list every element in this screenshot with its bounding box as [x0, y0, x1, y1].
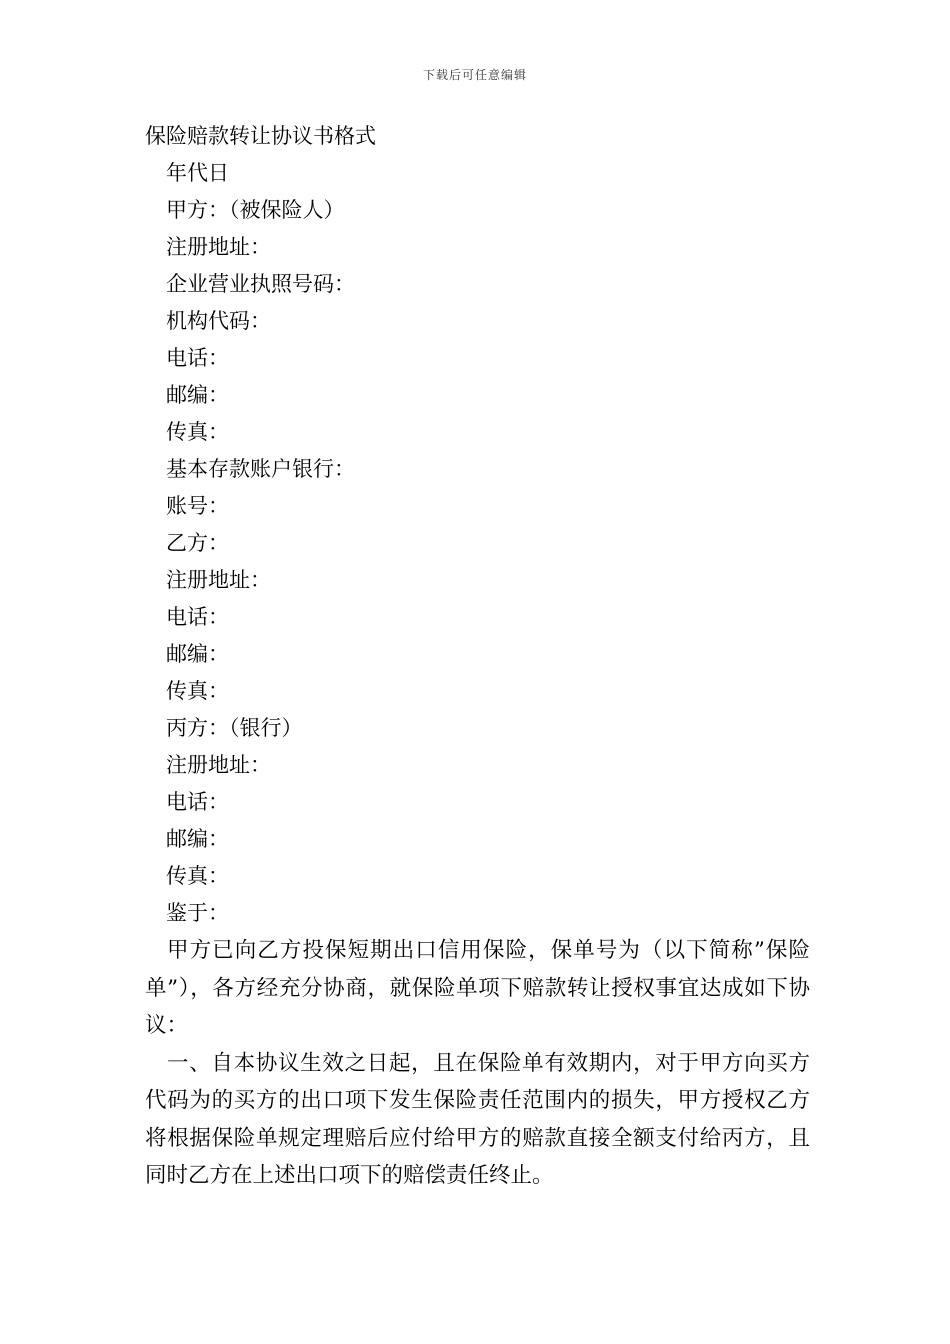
- party-c-fax-field: 传真：: [166, 864, 229, 888]
- document-title: 保险赔款转让协议书格式: [145, 124, 376, 148]
- party-a-org-code-field: 机构代码：: [166, 309, 271, 333]
- party-a-fax-field: 传真：: [166, 420, 229, 444]
- party-c-postcode-field: 邮编：: [166, 827, 229, 851]
- party-b-address-field: 注册地址：: [166, 568, 271, 592]
- clause-one-paragraph: 一、自本协议生效之日起，且在保险单有效期内，对于甲方向买方代码为的买方的出口项下发生保险责任范围内的损失，甲方授权乙方将根据保险单规定理赔后应付给甲方的赔款直接全额支付给丙方，且同时乙方在上述出口项下的赔偿责任终止。: [145, 1050, 810, 1188]
- party-c-address-field: 注册地址：: [166, 753, 271, 777]
- party-a-heading: 甲方：（被保险人）: [166, 198, 345, 222]
- party-c-phone-field: 电话：: [166, 790, 229, 814]
- party-a-postcode-field: 邮编：: [166, 383, 229, 407]
- header-note: 下载后可任意编辑: [422, 68, 527, 82]
- party-a-bank-field: 基本存款账户银行：: [166, 457, 355, 481]
- party-b-phone-field: 电话：: [166, 605, 229, 629]
- party-b-postcode-field: 邮编：: [166, 642, 229, 666]
- party-b-fax-field: 传真：: [166, 679, 229, 703]
- date-line: 年代日: [166, 161, 229, 185]
- party-a-account-field: 账号：: [166, 494, 229, 518]
- document-body: [145, 118, 810, 1195]
- party-c-heading: 丙方：（银行）: [166, 716, 303, 740]
- party-b-heading: 乙方：: [166, 531, 229, 555]
- whereas-heading: 鉴于：: [166, 901, 229, 925]
- party-a-phone-field: 电话：: [166, 346, 229, 370]
- party-a-address-field: 注册地址：: [166, 235, 271, 259]
- party-field-list: [145, 155, 810, 932]
- party-a-license-field: 企业营业执照号码：: [166, 272, 355, 296]
- recital-paragraph: 甲方已向乙方投保短期出口信用保险，保单号为（以下简称”保险单”），各方经充分协商，就保险单项下赔款转让授权事宜达成如下协议：: [145, 938, 810, 1038]
